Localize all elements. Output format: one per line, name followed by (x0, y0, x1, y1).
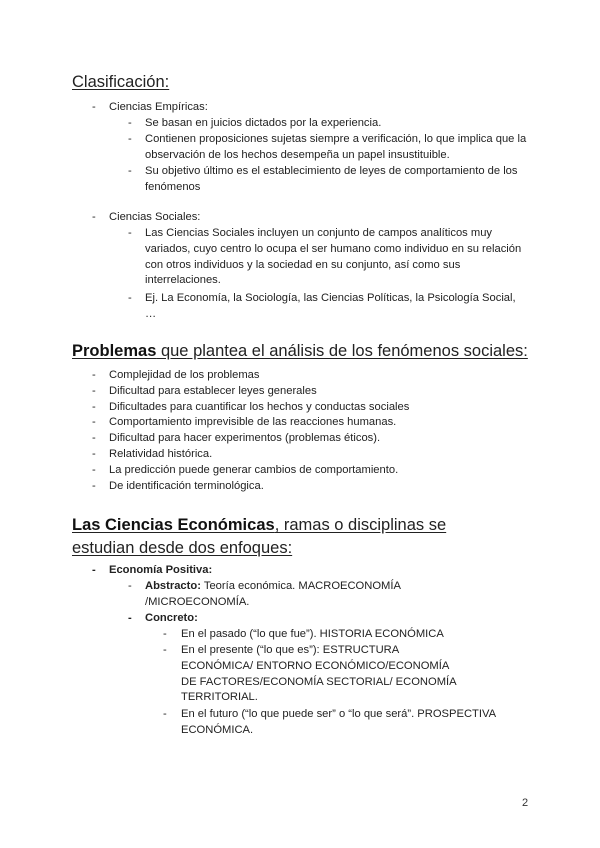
list-item-text: De identificación terminológica. (109, 479, 264, 492)
list-item: - Su objetivo último es el establecimiento de leyes de comportamiento de los fenómenos (128, 164, 523, 196)
list-item-text: Contienen proposiciones sujetas siempre a verificación, lo que implica que la observación de los hechos desempeña un papel insustituible. (145, 133, 527, 161)
list-item-text: Ciencias Empíricas: (109, 101, 208, 113)
problem-list (92, 368, 512, 494)
list-item: - En el futuro (“lo que puede ser” o “lo que será”. PROSPECTIVA ECONÓMICA. (163, 707, 533, 739)
list-item-text: Se basan en juicios dictados por la experiencia. (145, 117, 382, 129)
list-item-text: La predicción puede generar cambios de comportamiento. (109, 463, 399, 476)
list-item: - Dificultad para establecer leyes generales (92, 384, 512, 400)
list-item-text: Las Ciencias Sociales incluyen un conjunto de campos analíticos muy variados, cuyo centro lo ocupa el ser humano como individuo en su relación con otros individuos y la sociedad en su conjunto, así como sus interrelaciones. (145, 227, 522, 287)
list-item-text: Ciencias Sociales: (109, 211, 201, 223)
list-item: - Ej. La Economía, la Sociología, las Ciencias Políticas, la Psicología Social, … (128, 291, 523, 323)
list-item-text: En el pasado (“lo que fue”). HISTORIA ECONÓMICA (181, 628, 444, 640)
list-item: - Comportamiento imprevisible de las reacciones humanas. (92, 415, 512, 431)
title-rest: que plantea el análisis de los fenómenos sociales: (156, 342, 528, 360)
section-title-economicas (72, 514, 512, 560)
bullet-dash: - (92, 101, 96, 113)
page-number: 2 (522, 797, 529, 809)
list-item: - Abstracto: Teoría económica. MACROECONOMÍA /MICROECONOMÍA. (128, 579, 408, 611)
list-item-text: En el presente (“lo que es”): ESTRUCTURA ECONÓMICA/ ENTORNO ECONÓMICO/ECONOMÍA DE FACTORES/ECONOMÍA SECTORIAL/ ECONOMÍA TERRITORIAL. (181, 644, 456, 704)
list-item: - Relatividad histórica. (92, 447, 512, 463)
list-item-text: Ej. La Economía, la Sociología, las Ciencias Políticas, la Psicología Social, … (145, 292, 516, 320)
list-item: - Dificultad para hacer experimentos (problemas éticos). (92, 431, 512, 447)
list-item-text: Su objetivo último es el establecimiento de leyes de comportamiento de los fenómenos (145, 165, 518, 193)
list-item: - Complejidad de los problemas (92, 368, 512, 384)
list-item: - Las Ciencias Sociales incluyen un conjunto de campos analíticos muy variados, cuyo centro lo ocupa el ser humano como individuo en su relación con otros individuos y la sociedad en su conjunto, así como sus interrelaciones. (128, 226, 523, 289)
list-item-text: En el futuro (“lo que puede ser” o “lo que será”. PROSPECTIVA ECONÓMICA. (181, 708, 496, 736)
section-title-problemas (72, 341, 528, 362)
title-bold: Problemas (72, 342, 157, 360)
list-item-text: Dificultad para hacer experimentos (problemas éticos). (109, 432, 381, 445)
section-title-clasificacion: Clasificación: (72, 73, 170, 91)
list-item-text: Comportamiento imprevisible de las reacciones humanas. (109, 416, 397, 429)
list-item-text: Dificultad para establecer leyes generales (109, 384, 317, 397)
abstracto-label: Abstracto: (145, 580, 201, 592)
list-item: - En el presente (“lo que es”): ESTRUCTURA ECONÓMICA/ ENTORNO ECONÓMICO/ECONOMÍA DE FACTORES/ECONOMÍA SECTORIAL/ ECONOMÍA TERRITORIAL. (163, 643, 466, 706)
list-item: - Contienen proposiciones sujetas siempre a verificación, lo que implica que la observación de los hechos desempeña un papel insustituible. (128, 132, 528, 164)
title-bold: Las Ciencias Económicas (72, 516, 275, 534)
list-item-text: Relatividad histórica. (109, 447, 213, 460)
list-item-text: Abstracto: Teoría económica. MACROECONOMÍA /MICROECONOMÍA. (145, 580, 401, 608)
list-item-text: Complejidad de los problemas (109, 369, 260, 381)
list-item: - De identificación terminológica. (92, 479, 512, 495)
title-rest: , ramas o disciplinas se estudian desde dos enfoques: (72, 516, 447, 557)
list-item-text: Economía Positiva: (109, 564, 213, 576)
list-item: - En el pasado (“lo que fue”). HISTORIA ECONÓMICA (163, 627, 503, 643)
list-item: - Dificultades para cuantificar los hechos y conductas sociales (92, 400, 512, 416)
list-item-text: Dificultades para cuantificar los hechos y conductas sociales (109, 400, 410, 413)
list-item: - Se basan en juicios dictados por la experiencia. (128, 116, 528, 132)
list-item-text: Concreto: (145, 612, 198, 624)
list-item: - La predicción puede generar cambios de comportamiento. (92, 463, 512, 479)
